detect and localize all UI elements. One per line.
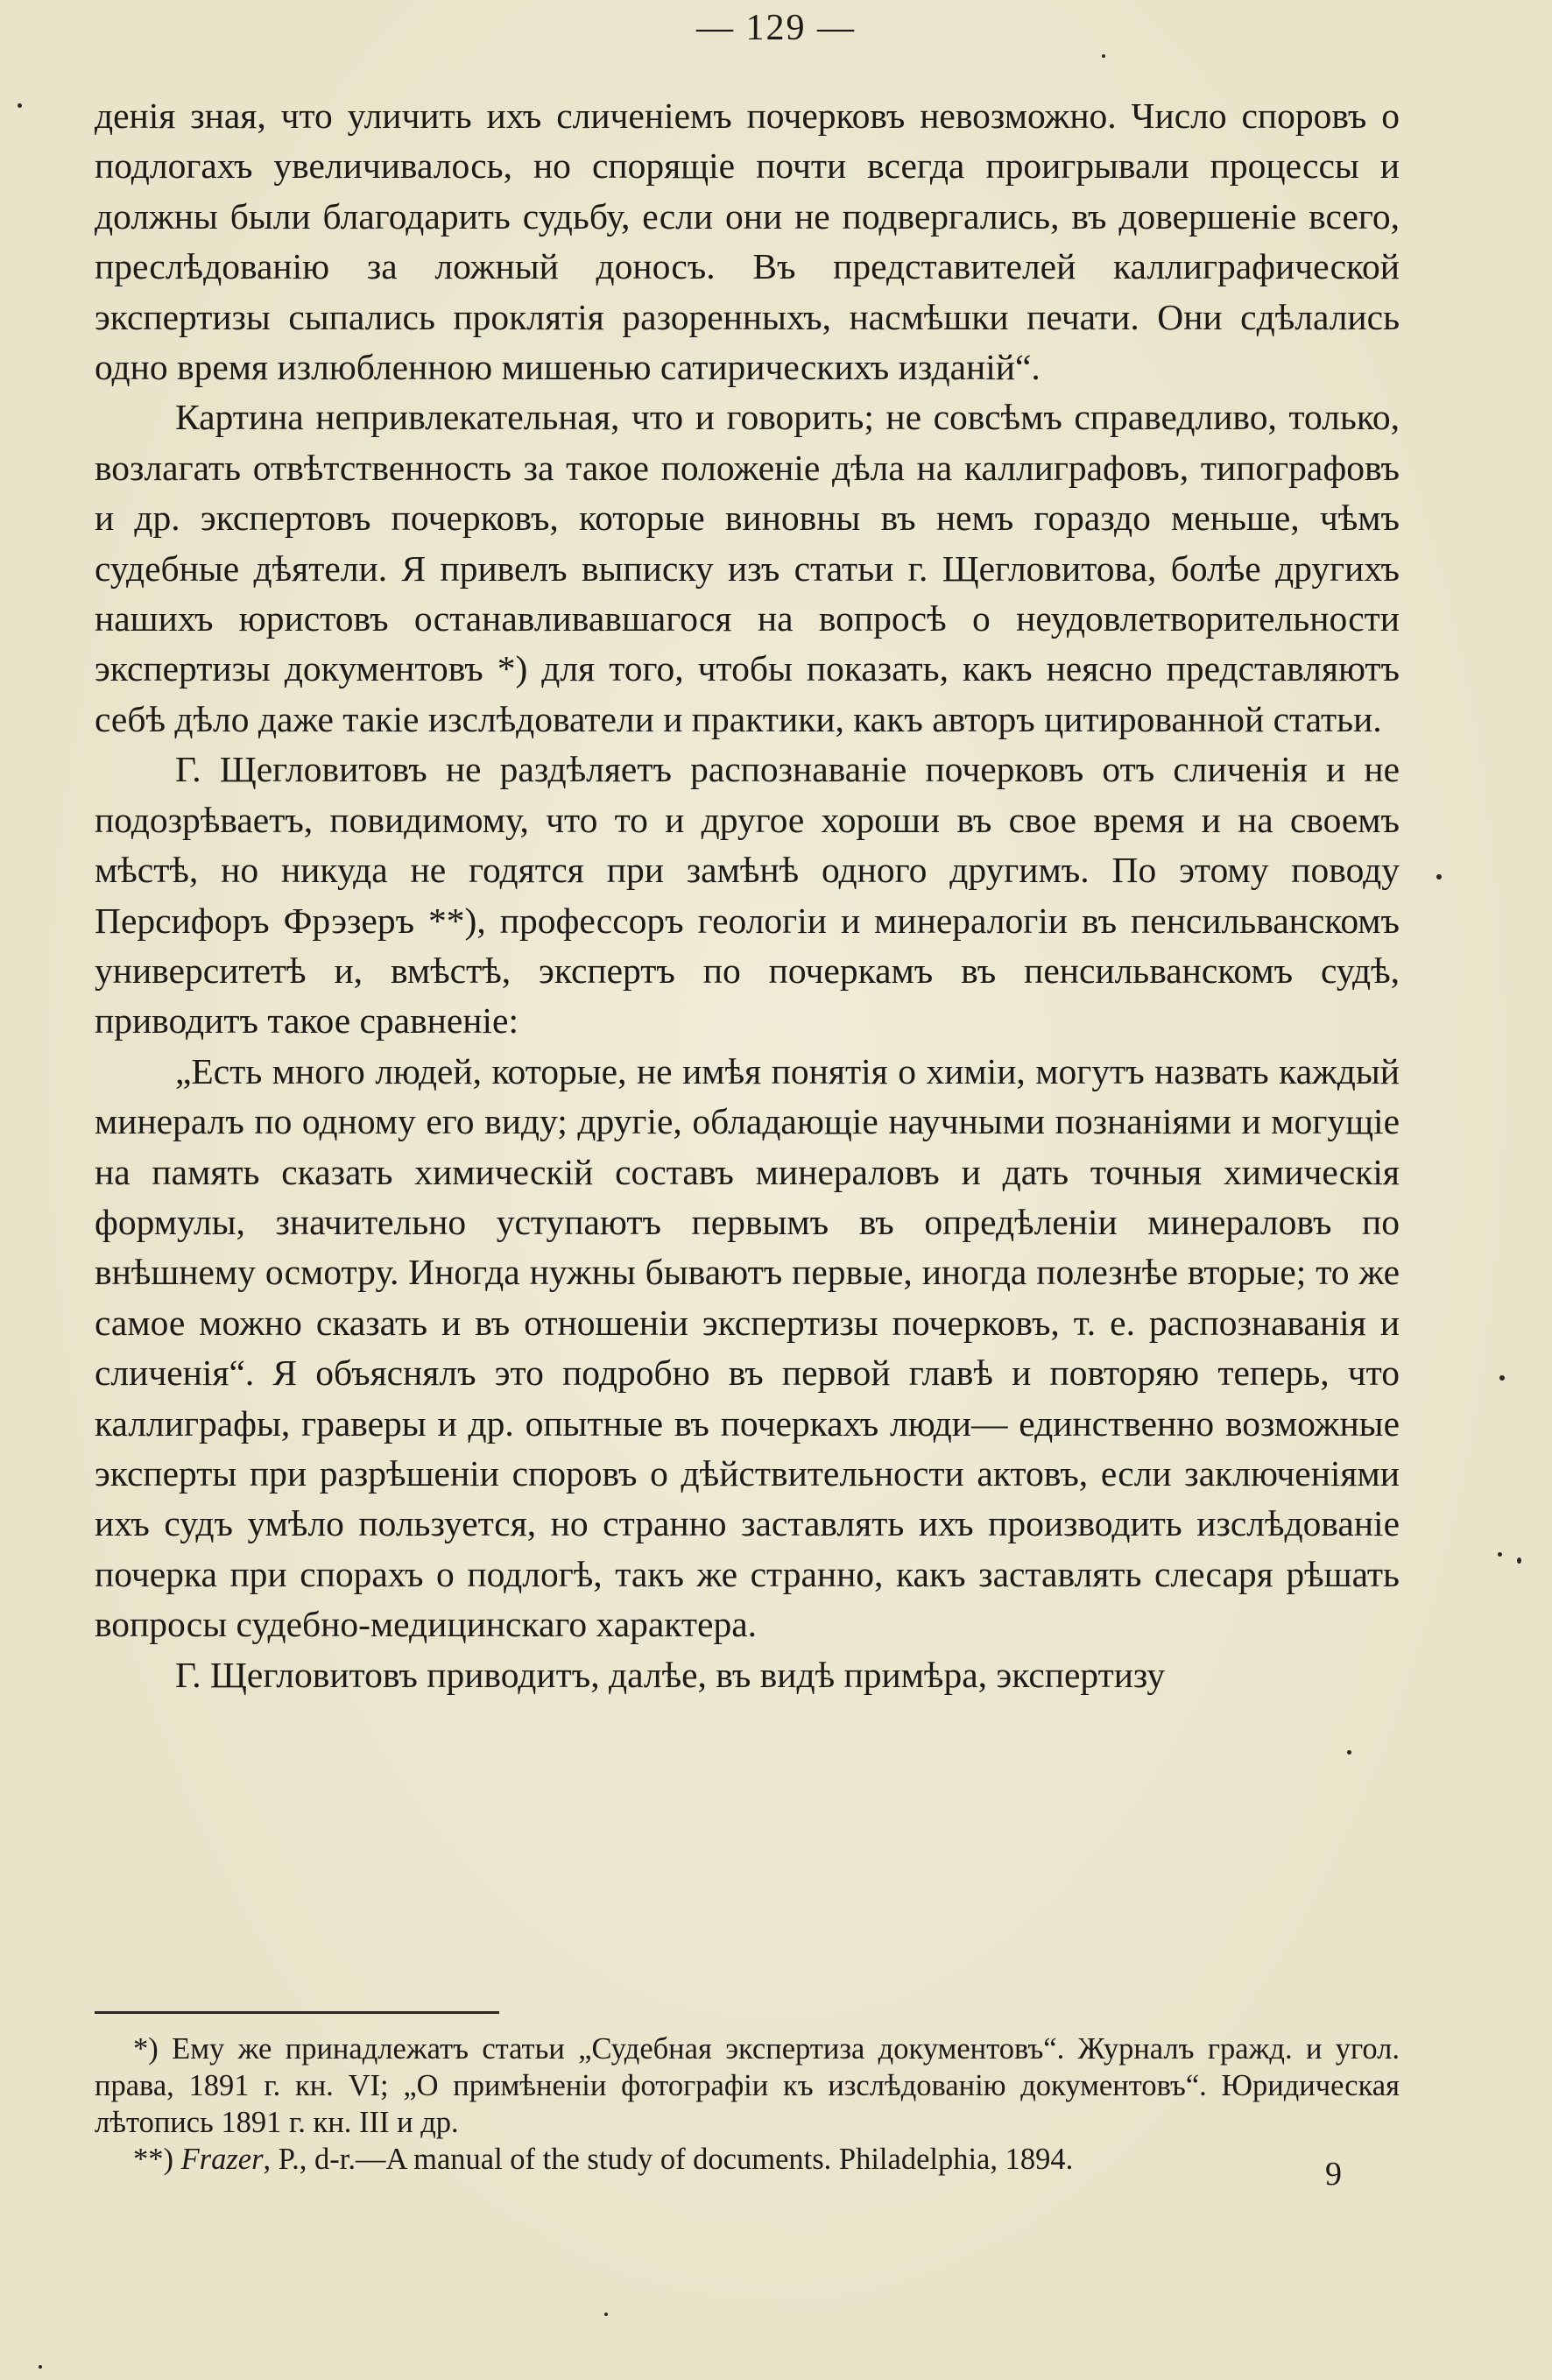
paper-speck [1102, 54, 1105, 58]
footnote-2 [95, 2141, 1400, 2178]
paper-speck [1347, 1750, 1351, 1755]
signature-mark: 9 [1325, 2156, 1342, 2193]
footnote-2-marker: **) [133, 2143, 173, 2176]
paper-speck [1436, 874, 1442, 879]
footnotes [95, 2030, 1400, 2178]
paper-speck [1499, 1375, 1505, 1381]
body-text [95, 91, 1400, 1700]
paragraph-4-quote: „Есть много людей, которые, не имѣя понятія о химіи, могутъ назвать каждый минералъ по одному его виду; другіе, обладающіе научными познаніями и могущіе на память сказать химическій составъ минераловъ и дать точныя химическія формулы, значительно уступаютъ первымъ въ опредѣленіи минераловъ по внѣшнему осмотру. Иногда нужны бываютъ первые, иногда полезнѣе вторые; то же самое можно сказать и въ отношеніи экспертизы почерковъ, т. е. распознаванія и сличенія“. Я объяснялъ это подробно въ первой главѣ и повторяю теперь, что каллиграфы, граверы и др. опытные въ почеркахъ люди— единственно возможные эксперты при разрѣшеніи споровъ о дѣйствительности актовъ, если заключеніями ихъ судъ умѣло пользуется, но странно заставлять ихъ производить изслѣдованіе почерка при спорахъ о подлогѣ, такъ же странно, какъ заставлять слесаря рѣшать вопросы судебно-медицинскаго характера. [95, 1050, 1400, 1645]
paper-speck [1517, 1557, 1521, 1564]
footnote-1: *) Ему же принадлежатъ статьи „Судебная экспертиза документовъ“. Журналъ гражд. и угол. права, 1891 г. кн. VI; „О примѣненіи фотографіи къ изслѣдованію документовъ“. Юридическая лѣтопись 1891 г. кн. III и др. [95, 2032, 1400, 2139]
paper-speck [39, 2365, 42, 2369]
paragraph-5: Г. Щегловитовъ приводитъ, далѣе, въ видѣ примѣра, экспертизу [175, 1654, 1166, 1695]
footnote-2-author: Frazer [180, 2143, 264, 2176]
page-number: — 129 — [696, 8, 856, 48]
footnote-2-reference: , P., d-r.—A manual of the study of documents. Philadelphia, 1894. [263, 2143, 1074, 2176]
paragraph-2: Картина непривлекательная, что и говорить; не совсѣмъ справедливо, только, возлагать отвѣтственность за такое положеніе дѣла на каллиграфовъ, типографовъ и др. экспертовъ почерковъ, которые виновны въ немъ гораздо меньше, чѣмъ судебные дѣятели. Я привелъ выписку изъ статьи г. Щегловитова, болѣе другихъ нашихъ юристовъ останавливавшагося на вопросѣ о неудовлетворительности экспертизы документовъ *) для того, чтобы показать, какъ неясно представляютъ себѣ дѣло даже такіе изслѣдователи и практики, какъ авторъ цитированной статьи. [95, 397, 1400, 739]
paper-speck [1498, 1552, 1502, 1557]
paper-speck [18, 103, 22, 108]
paper-speck [604, 2313, 608, 2316]
footnote-divider [95, 2011, 499, 2014]
paragraph-1: денія зная, что уличить ихъ сличеніемъ почерковъ невозможно. Число споровъ о подлогахъ увеличивалось, но спорящіе почти всегда проигрывали процессы и должны были благодарить судьбу, если они не подвергались, въ довершеніе всего, преслѣдованію за ложный доносъ. Въ представителей каллиграфической экспертизы сыпались проклятія разоренныхъ, насмѣшки печати. Они сдѣлались одно время излюбленною мишенью сатирическихъ изданій“. [95, 95, 1400, 388]
paragraph-3: Г. Щегловитовъ не раздѣляетъ распознаваніе почерковъ отъ сличенія и не подозрѣваетъ, повидимому, что то и другое хороши въ свое время и на своемъ мѣстѣ, но никуда не годятся при замѣнѣ одного другимъ. По этому поводу Персифоръ Фрэзеръ **), профессоръ геологіи и минералогіи въ пенсильванскомъ университетѣ и, вмѣстѣ, экспертъ по почеркамъ въ пенсильванскомъ судѣ, приводитъ такое сравненіе: [95, 749, 1400, 1042]
